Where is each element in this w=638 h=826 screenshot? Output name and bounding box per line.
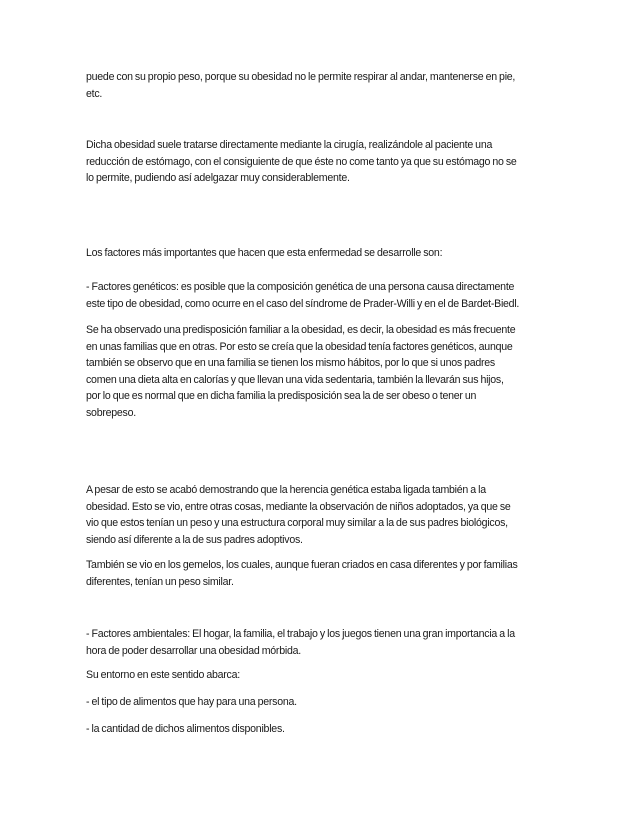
text-line: etc.: [86, 87, 103, 100]
text-line: puede con su propio peso, porque su obesidad no le permite respirar al andar, mantenerse en pie,: [86, 71, 516, 83]
text-line: siendo así diferente a la de sus padres adoptivos.: [86, 533, 303, 546]
text-line: Los factores más importantes que hacen que esta enfermedad se desarrolle son:: [86, 247, 443, 259]
paragraph-1: [86, 69, 566, 102]
paragraph-8: [86, 626, 566, 659]
text-line: Se ha observado una predisposición familiar a la obesidad, es decir, la obesidad es más frecuente: [86, 324, 516, 336]
text-line: obesidad. Esto se vio, entre otras cosas, mediante la observación de niños adoptados, ya que se: [86, 500, 511, 513]
text-line: Su entorno en este sentido abarca:: [86, 669, 240, 681]
paragraph-11: [86, 721, 566, 738]
paragraph-5: [86, 322, 566, 421]
text-line: por lo que es normal que en dicha familia la predisposición sea la de ser obeso o tener un: [86, 390, 477, 402]
text-line: en unas familias que en otras. Por esto se creía que la obesidad tenía factores genéticos, aunque: [86, 340, 513, 353]
text-line: sobrepeso.: [86, 406, 136, 419]
text-line: - la cantidad de dichos alimentos disponibles.: [86, 723, 285, 735]
text-line: reducción de estómago, con el consiguiente de que éste no come tanto ya que su estómago no se: [86, 155, 517, 168]
paragraph-10: [86, 694, 566, 711]
text-line: - el tipo de alimentos que hay para una persona.: [86, 696, 297, 708]
paragraph-4: [86, 279, 566, 312]
text-line: diferentes, tenían un peso similar.: [86, 575, 234, 588]
paragraph-6: [86, 482, 566, 548]
text-line: vio que estos tenían un peso y una estructura corporal muy similar a la de sus padres biológicos,: [86, 517, 508, 529]
text-line: - Factores ambientales: El hogar, la familia, el trabajo y los juegos tienen una gran importancia a la: [86, 628, 515, 640]
text-line: comen una dieta alta en calorías y que llevan una vida sedentaria, también la llevarán sus hijos,: [86, 373, 504, 386]
text-line: Dicha obesidad suele tratarse directamente mediante la cirugía, realizándole al paciente una: [86, 139, 493, 151]
text-line: - Factores genéticos: es posible que la composición genética de una persona causa directamente: [86, 281, 515, 293]
text-line: este tipo de obesidad, como ocurre en el caso del síndrome de Prader-Willi y en el de Bardet-Biedl.: [86, 297, 520, 310]
text-line: También se vio en los gemelos, los cuales, aunque fueran criados en casa diferentes y por familias: [86, 559, 518, 571]
paragraph-9: [86, 667, 566, 684]
paragraph-2: [86, 137, 566, 187]
text-line: también se observo que en una familia se tienen los mismo hábitos, por lo que si unos padres: [86, 357, 495, 369]
paragraph-7: [86, 557, 566, 590]
text-line: hora de poder desarrollar una obesidad mórbida.: [86, 644, 301, 657]
text-line: lo permite, pudiendo así adelgazar muy considerablemente.: [86, 172, 350, 184]
text-line: A pesar de esto se acabó demostrando que la herencia genética estaba ligada también a la: [86, 484, 486, 496]
paragraph-3: [86, 245, 566, 262]
